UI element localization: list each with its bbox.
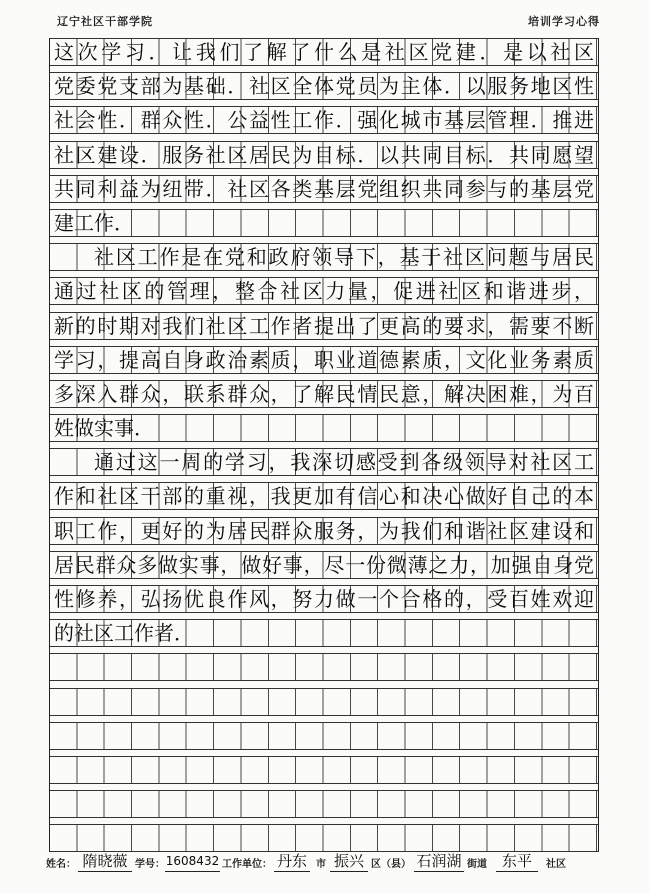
grid-row	[50, 448, 598, 476]
street-value: 石润湖	[414, 851, 464, 872]
district-suffix: 区（县）	[371, 859, 411, 870]
grid-row	[50, 551, 598, 579]
text-line: 党委党支部为基础．社区全体党员为主体．以服务地区性	[54, 74, 594, 99]
grid-row	[50, 312, 598, 340]
empty-grid-row	[50, 790, 598, 818]
name-label: 姓名：	[46, 859, 76, 870]
text-line: 通过社区的管理，整合社区力量，促进社区和谐进步，	[54, 279, 594, 304]
text-line: 社区建设．服务社区居民为目标．以共同目标．共同愿望	[54, 142, 594, 167]
paragraph-start-line: 通过这一周的学习，我深切感受到各级领导对社区工	[94, 450, 594, 475]
text-line: 多深入群众，联系群众，了解民情民意，解决困难，为百	[54, 381, 594, 406]
text-line: 的社区工作者．	[54, 621, 194, 646]
street-suffix: 街道	[467, 859, 487, 870]
manuscript-grid	[49, 38, 599, 852]
city-value: 丹东	[274, 851, 310, 872]
grid-row	[50, 619, 598, 647]
name-value: 隋晓薇	[78, 851, 132, 872]
text-line: 居民群众多做实事，做好事，尽一份微薄之力，加强自身党	[54, 552, 594, 577]
empty-grid-row	[50, 824, 598, 852]
text-line: 姓做实事．	[54, 416, 154, 441]
text-line: 建工作．	[54, 210, 134, 235]
grid-row	[50, 141, 598, 169]
empty-grid-row	[50, 653, 598, 681]
text-line: 职工作，更好的为居民群众服务，为我们和谐社区建设和	[54, 518, 594, 543]
student-id-value: 1608432	[165, 851, 220, 872]
paragraph-start-line: 社区工作是在党和政府领导下，基于社区问题与居民	[94, 245, 594, 270]
grid-row	[50, 243, 598, 271]
district-value: 振兴	[330, 851, 368, 872]
grid-row	[50, 175, 598, 203]
grid-row	[50, 380, 598, 408]
text-line: 作和社区干部的重视，我更加有信心和决心做好自己的本	[54, 484, 594, 509]
text-line: 新的时期对我们社区工作者提出了更高的要求，需要不断	[54, 313, 594, 338]
empty-grid-row	[50, 688, 598, 716]
text-line: 社会性．群众性．公益性工作．强化城市基层管理．推进	[54, 108, 594, 133]
grid-row	[50, 482, 598, 510]
community-suffix: 社区	[546, 859, 566, 870]
student-id-label: 学号：	[135, 859, 165, 870]
empty-grid-row	[50, 756, 598, 784]
grid-row	[50, 209, 598, 237]
grid-row	[50, 72, 598, 100]
grid-row	[50, 414, 598, 442]
grid-row	[50, 106, 598, 134]
document-type: 培训学习心得	[528, 15, 600, 28]
text-line: 性修养，弘扬优良作风，努力做一个合格的，受百姓欢迎	[54, 587, 594, 611]
empty-grid-row	[50, 722, 598, 750]
grid-row	[50, 585, 598, 613]
grid-row	[50, 38, 598, 66]
text-line: 共同利益为纽带．社区各类基层党组织共同参与的基层党	[54, 176, 594, 201]
grid-row	[50, 346, 598, 374]
text-line: 学习，提高自身政治素质，职业道德素质，文化业务素质	[54, 347, 594, 372]
community-value: 东平	[496, 851, 538, 872]
work-unit-label: 工作单位：	[222, 859, 272, 870]
grid-row	[50, 517, 598, 545]
institution-name: 辽宁社区干部学院	[57, 15, 153, 28]
text-line: 这次学习．让我们了解了什么是社区党建．是以社区	[54, 40, 594, 64]
city-suffix: 市	[316, 859, 326, 870]
grid-row	[50, 277, 598, 305]
